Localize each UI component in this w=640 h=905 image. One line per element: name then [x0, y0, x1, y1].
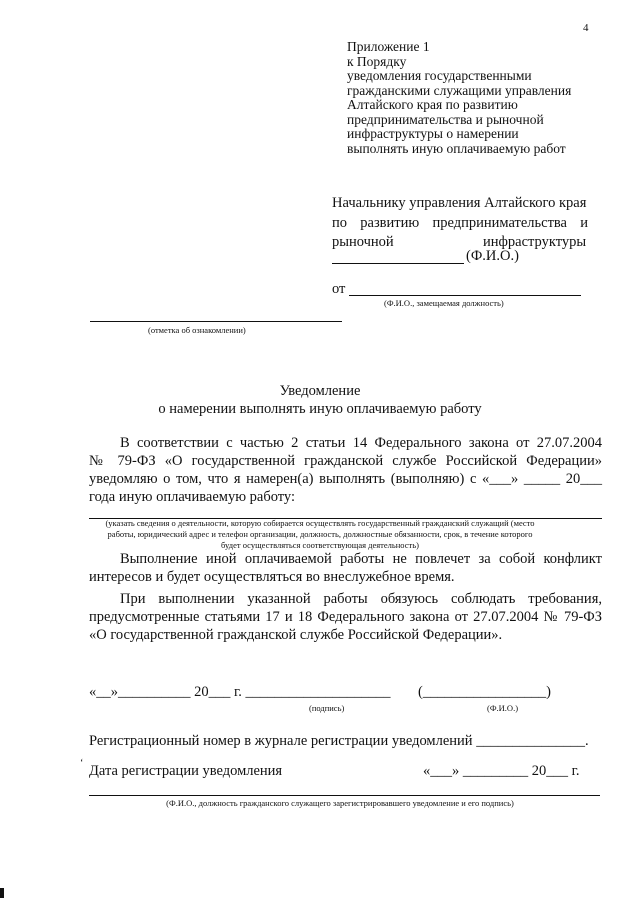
registration-date-value: «___» _________ 20___ г.	[423, 763, 580, 779]
body-line: Выполнение иной оплачиваемой работы не повлечет за собой конфликт	[120, 551, 602, 567]
registration-date-label: Дата регистрации уведомления	[89, 763, 283, 779]
registrar-line	[89, 795, 600, 796]
activity-caption: будет осуществляться соответствующая деятельность)	[221, 540, 419, 550]
from-caption: (Ф.И.О., замещаемая должность)	[384, 298, 504, 308]
scan-artifact	[0, 888, 4, 898]
signature-fio-field: (_________________)	[418, 684, 551, 700]
body-line: предусмотренные статьями 17 и 18 Федерального закона от 27.07.2004 № 79-ФЗ	[89, 609, 602, 625]
page-number: 4	[583, 22, 589, 34]
body-line: уведомляю о том, что я намерен(а) выполнять (выполняю) с «___» _____ 20___	[89, 471, 602, 487]
body-line: «О государственной гражданской службе Российской Федерации».	[89, 627, 503, 643]
notice-subtitle: о намерении выполнять иную оплачиваемую работу	[158, 401, 482, 417]
from-label: от	[332, 281, 346, 297]
fio-label: (Ф.И.О.)	[466, 248, 519, 264]
notice-title: Уведомление	[279, 383, 361, 399]
appendix-block	[347, 40, 571, 156]
body-line: года иную оплачиваемую работу:	[89, 489, 296, 505]
appendix-line: гражданскими служащими управления	[347, 82, 572, 98]
appendix-line: Алтайского края по развитию	[347, 97, 518, 112]
body-line: При выполнении указанной работы обязуюсь соблюдать требования,	[120, 591, 602, 607]
addressee-line: инфраструктуры	[483, 234, 587, 250]
fio-caption: (Ф.И.О.)	[487, 703, 519, 713]
addressee-line: по развитию предпринимательства и	[332, 215, 588, 231]
signature-date-line: «__»__________ 20___ г. ____________________	[89, 684, 391, 700]
appendix-line: Приложение 1	[347, 39, 430, 54]
from-blank-line	[349, 295, 581, 296]
appendix-line: предпринимательства и рыночной	[347, 111, 544, 127]
body-line: интересов и будет осуществляться во внеслужебное время.	[89, 569, 455, 585]
podpis-caption: (подпись)	[309, 703, 345, 713]
fio-blank-line	[332, 263, 464, 264]
registration-number: Регистрационный номер в журнале регистрации уведомлений _______________.	[89, 733, 589, 749]
ack-line	[90, 321, 342, 322]
body-line: № 79-ФЗ «О государственной гражданской службе Российской Федерации»	[89, 453, 602, 469]
ack-caption: (отметка об ознакомлении)	[148, 325, 246, 335]
appendix-line: выполнять иную оплачиваемую работ	[347, 140, 566, 156]
stray-mark: ʻ	[80, 758, 84, 769]
addressee-line: рыночной	[332, 234, 394, 250]
appendix-line: инфраструктуры о намерении	[347, 126, 519, 141]
appendix-line: уведомления государственными	[347, 68, 532, 83]
activity-caption: работы, юридический адрес и телефон организации, должность, должностные обязанности, срок, в течение которого	[107, 529, 533, 539]
body-line: В соответствии с частью 2 статьи 14 Федерального закона от 27.07.2004	[120, 435, 602, 451]
addressee-line: Начальнику управления Алтайского края	[332, 195, 587, 211]
appendix-line: к Порядку	[347, 53, 407, 69]
activity-caption: (указать сведения о деятельности, которую собирается осуществлять государственный гражданский служащий (место	[105, 518, 535, 528]
registrar-caption: (Ф.И.О., должность гражданского служащего зарегистрировавшего уведомление и его подпись)	[166, 798, 514, 808]
